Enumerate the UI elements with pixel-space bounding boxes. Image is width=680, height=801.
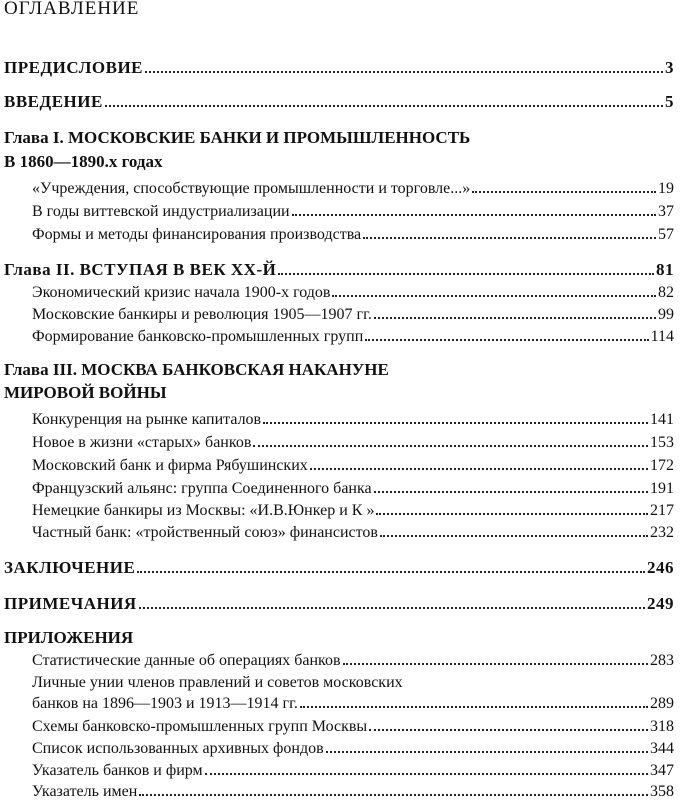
leader-dots	[145, 71, 663, 73]
entry-page: 3	[665, 58, 674, 77]
entry-page: 114	[650, 328, 674, 345]
toc-entry-app-6[interactable]	[32, 783, 674, 801]
toc-entry-app-2a[interactable]	[32, 674, 674, 692]
toc-entry-ch3-3[interactable]	[32, 457, 674, 475]
entry-text: Список использованных архивных фондов	[32, 740, 324, 757]
appendix-heading[interactable]: ПРИЛОЖЕНИЯ	[4, 628, 134, 647]
entry-page: 217	[650, 502, 674, 519]
leader-dots	[263, 422, 648, 424]
entry-page: 191	[650, 480, 674, 497]
entry-text: Московские банкиры и революция 1905—1907 гг.	[32, 306, 372, 323]
entry-page: 232	[650, 524, 674, 541]
entry-page: 19	[658, 180, 674, 197]
entry-text: Схемы банковско-промышленных групп Москвы	[32, 718, 368, 735]
toc-entry-ch1-1[interactable]	[32, 180, 674, 198]
chapter-1-heading-line2[interactable]: В 1860—1890.х годах	[4, 152, 163, 171]
leader-dots	[332, 295, 656, 297]
entry-page: 172	[650, 457, 674, 474]
entry-text: ЗАКЛЮЧЕНИЕ	[4, 558, 136, 577]
entry-text: Экономический кризис начала 1900-х годов	[32, 284, 331, 301]
leader-dots	[137, 571, 645, 573]
leader-dots	[376, 513, 648, 515]
leader-dots	[139, 607, 645, 609]
toc-entry-intro[interactable]	[4, 92, 674, 112]
entry-text: Статистические данные об операциях банков	[32, 652, 341, 669]
toc-entry-ch3-5[interactable]	[32, 502, 674, 520]
entry-page: 358	[650, 783, 674, 800]
entry-page: 141	[650, 411, 674, 428]
leader-dots	[326, 751, 648, 753]
entry-page: 283	[650, 652, 674, 669]
leader-dots	[105, 105, 663, 107]
leader-dots	[205, 773, 648, 775]
entry-text: В годы виттевской индустриализации	[32, 203, 290, 220]
chapter-3-heading-line2[interactable]: МИРОВОЙ ВОЙНЫ	[4, 383, 167, 402]
leader-dots	[300, 706, 648, 708]
entry-text: Немецкие банкиры из Москвы: «И.В.Юнкер и К »	[32, 502, 375, 519]
entry-text: банков на 1896—1903 и 1913—1914 гг.	[32, 695, 298, 712]
entry-text: Частный банк: «тройственный союз» финансистов	[32, 524, 378, 541]
entry-page: 347	[650, 762, 674, 779]
toc-entry-preface[interactable]	[4, 58, 674, 78]
entry-page: 246	[647, 558, 674, 577]
entry-text: Формирование банковско-промышленных групп	[32, 328, 364, 345]
toc-entry-app-5[interactable]	[32, 762, 674, 780]
entry-text: «Учреждения, способствующие промышленности и торговле...»	[32, 180, 471, 197]
toc-entry-app-4[interactable]	[32, 740, 674, 758]
entry-page: 99	[658, 306, 674, 323]
entry-page: 344	[650, 740, 674, 757]
chapter-1-heading-line1[interactable]: Глава I. МОСКОВСКИЕ БАНКИ И ПРОМЫШЛЕННОСТЬ	[4, 128, 471, 147]
entry-page: 153	[650, 434, 674, 451]
toc-entry-chapter-2[interactable]	[4, 260, 674, 280]
entry-text: Французский альянс: группа Соединенного банка	[32, 480, 372, 497]
toc-entry-ch3-6[interactable]	[32, 524, 674, 542]
toc-entry-conclusion[interactable]	[4, 558, 674, 578]
toc-entry-ch1-3[interactable]	[32, 226, 674, 244]
entry-text: Новое в жизни «старых» банков	[32, 434, 252, 451]
page-title: ОГЛАВЛЕНИЕ	[4, 0, 140, 19]
entry-text: ВВЕДЕНИЕ	[4, 92, 103, 111]
entry-text: Личные унии членов правлений и советов московских	[32, 674, 403, 691]
entry-page: 81	[656, 260, 674, 279]
toc-entry-ch2-2[interactable]	[32, 306, 674, 324]
entry-text: Формы и методы финансирования производства	[32, 226, 362, 243]
leader-dots	[363, 237, 656, 239]
toc-entry-ch3-2[interactable]	[32, 434, 674, 452]
entry-text: Московский банк и фирма Рябушинских	[32, 457, 308, 474]
leader-dots	[310, 468, 648, 470]
toc-entry-ch3-4[interactable]	[32, 480, 674, 498]
entry-text: Конкуренция на рынке капиталов	[32, 411, 262, 428]
entry-page: 5	[665, 92, 674, 111]
leader-dots	[253, 445, 648, 447]
toc-entry-app-2b[interactable]	[32, 695, 674, 713]
leader-dots	[365, 339, 648, 341]
leader-dots	[139, 794, 648, 796]
entry-page: 37	[658, 203, 674, 220]
toc-entry-ch2-3[interactable]	[32, 328, 674, 346]
toc-entry-ch3-1[interactable]	[32, 411, 674, 429]
toc-entry-notes[interactable]	[4, 594, 674, 614]
leader-dots	[369, 729, 648, 731]
leader-dots	[380, 535, 648, 537]
toc-entry-app-1[interactable]	[32, 652, 674, 670]
chapter-3-heading-line1[interactable]: Глава III. МОСКВА БАНКОВСКАЯ НАКАНУНЕ	[4, 360, 389, 379]
entry-page: 289	[650, 695, 674, 712]
entry-page: 57	[658, 226, 674, 243]
leader-dots	[278, 273, 654, 275]
toc-entry-app-3[interactable]	[32, 718, 674, 736]
entry-text: ПРИМЕЧАНИЯ	[4, 594, 137, 613]
entry-page: 82	[658, 284, 674, 301]
toc-entry-ch1-2[interactable]	[32, 203, 674, 221]
leader-dots	[343, 663, 648, 665]
leader-dots	[374, 317, 656, 319]
entry-text: Указатель имен	[32, 783, 138, 800]
leader-dots	[292, 214, 656, 216]
entry-page: 318	[650, 718, 674, 735]
toc-entry-ch2-1[interactable]	[32, 284, 674, 302]
entry-text: ПРЕДИСЛОВИЕ	[4, 58, 144, 77]
entry-page: 249	[647, 594, 674, 613]
leader-dots	[472, 191, 656, 193]
entry-text: Глава II. ВСТУПАЯ В ВЕК ХХ-Й	[4, 260, 277, 279]
entry-text: Указатель банков и фирм	[32, 762, 203, 779]
leader-dots	[374, 491, 648, 493]
